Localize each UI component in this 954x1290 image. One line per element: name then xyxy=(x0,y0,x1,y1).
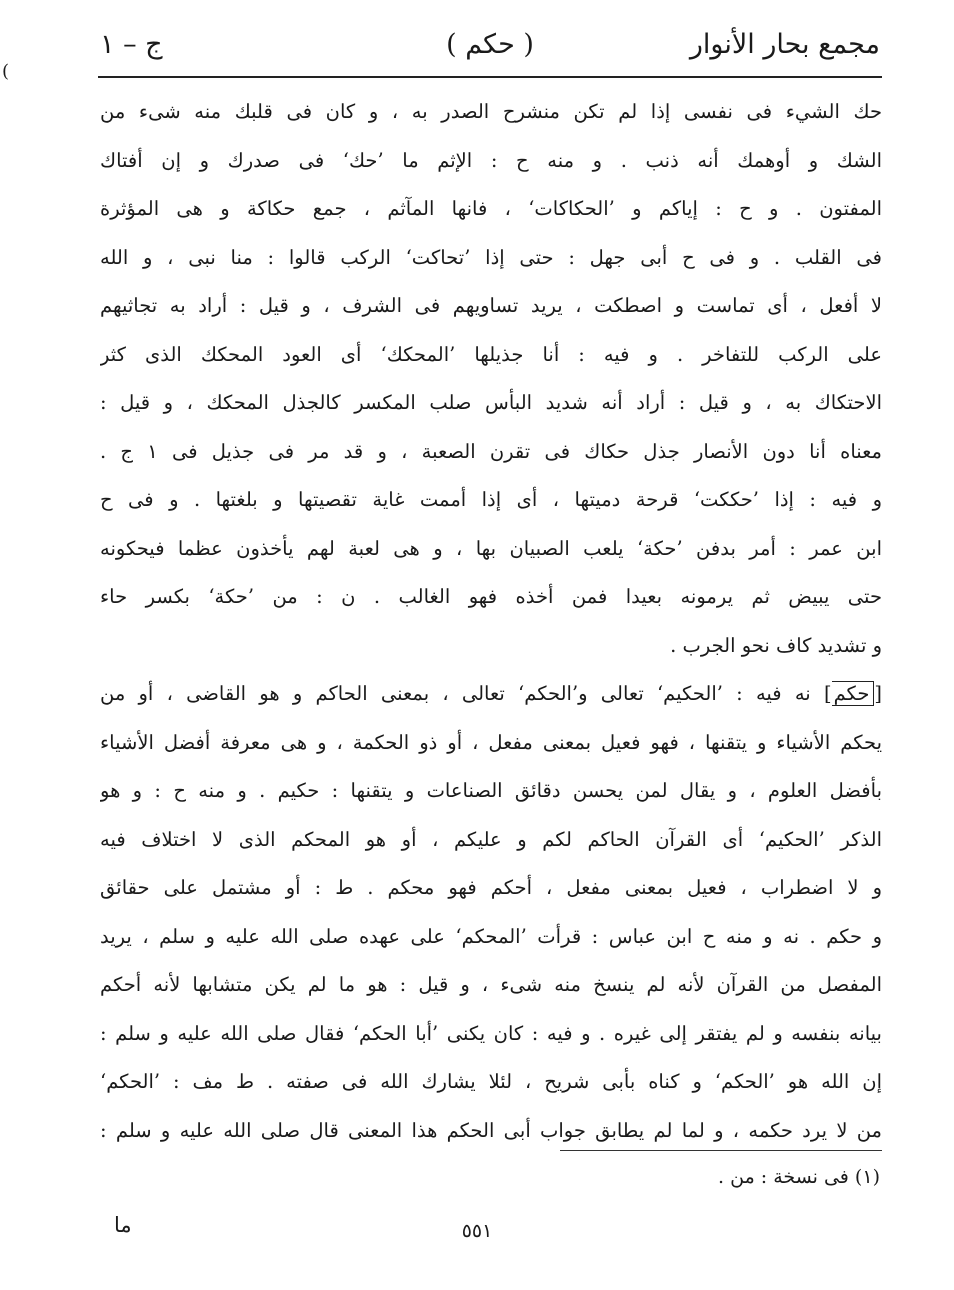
text-line-rest: نه فيه : ’الحكيم‘ تعالى و’الحكم‘ تعالى ، بمعنى الحاكم و هو القاضى ، أو من xyxy=(100,682,811,705)
text-line: يحكم الأشياء و يتقنها ، فهو فعيل بمعنى مفعل ، أو ذو الحكمة ، و هى معرفة أفضل الأشياء xyxy=(100,730,882,754)
text-line: المفصل من القرآن لأنه لم ينسخ منه شىء ، و قيل : هو ما لم يكن متشابها لأنه أحكم xyxy=(100,973,882,996)
text-line: بأفضل العلوم ، و يقال لمن يحسن دقائق الصناعات و يتقنها : حكيم . و منه ح : و هو xyxy=(100,779,882,802)
text-line: على الركب للتفاخر . و فيه : أنا جذيلها ’المحكك‘ أى العود المحكك الذى كثر xyxy=(100,342,882,366)
footnote-rule xyxy=(560,1150,882,1151)
text-line: الاحتكاك به ، و قيل : أراد أنه شديد البأس صلب المكسر كالجذل المحكك ، و قيل : xyxy=(100,391,882,414)
paragraph-hakam xyxy=(100,670,882,1155)
text-line: المفتون . و ح : إياكم و ’الحكاكات‘ ، فانها المآثم ، جمع حكاكة و هى المؤثرة xyxy=(100,197,882,220)
catchword: ما xyxy=(114,1213,132,1237)
text-line: الذكر ’الحكيم‘ أى القرآن الحاكم لكم و عليكم ، أو هو المحكم الذى لا اختلاف فيه xyxy=(100,827,882,851)
text-line: بيانه بنفسه و لم يفتقر إلى غيره . و فيه : كان يكنى ’أبا الحكم‘ فقال صلى الله عليه و سلم : xyxy=(100,1021,882,1045)
text-line: من لا يرد حكمه ، و لما لم يطابق جواب أبى الحكم هذا المعنى قال صلى الله عليه و سلم : xyxy=(100,1118,882,1142)
text-line: معناه أنا دون الأنصار جذل حكاك فى تقرن الصعبة ، و قد مر فى جذيل فى ١ ج . xyxy=(100,439,882,463)
text-line-first: [حكم] نه فيه : ’الحكيم‘ تعالى و’الحكم‘ تعالى ، بمعنى الحاكم و هو القاضى ، أو من xyxy=(100,682,882,705)
text-line: لا أفعل ، أى تماست و اصطكت ، يريد تساويهم فى الشرف ، و قيل : أراد به تجاثيهم xyxy=(100,294,882,317)
main-text xyxy=(100,88,882,1155)
text-line: حك الشيء فى نفسى إذا لم تكن منشرح الصدر به ، و كان فى قلبك منه شىء من xyxy=(100,100,882,123)
text-line: فى القلب . و فى ح أبى جهل : حتى إذا ’تحاكت‘ الركب قالوا : منا نبى ، و الله xyxy=(100,245,882,269)
text-line: إن الله هو ’الحكم‘ و كناه بأبى شريح ، لئلا يشارك الله فى صفته . ط مف : ’الحكم‘ xyxy=(100,1070,882,1093)
text-line: حتى يبيض ثم يرمونه بعيدا فمن أخذه فهو الغالب . ن : من ’حكة‘ بكسر حاء xyxy=(100,585,882,608)
entry-headword: حكم xyxy=(832,681,875,706)
page-number: ٥٥١ xyxy=(461,1220,493,1242)
text-line: و فيه : إذا ’حككت‘ قرحة دميتها ، أى إذا أممت غاية تقصيتها و بلغتها . و فى ح xyxy=(100,488,882,511)
margin-mark: ( xyxy=(2,61,10,82)
book-title: مجمع بحار الأنوار xyxy=(689,29,880,60)
entry-word-header: ( حكم ) xyxy=(446,29,534,60)
volume-label: ج – ١ xyxy=(100,29,163,60)
footnote: (١) فى نسخة : من . xyxy=(718,1166,880,1188)
text-line: الشك و أوهمك أنه ذنب . و منه ح : الإثم ما ’حك‘ فى صدرك و إن أفتاك xyxy=(100,148,882,172)
text-line: ابن عمر : أمر بدفن ’حكة‘ يلعب الصبيان بها ، و هى لعبة لهم يأخذون عظما فيحكونه xyxy=(100,536,882,560)
text-line: و لا اضطراب ، فعيل بمعنى مفعل ، أحكم فهو محكم . ط : أو مشتمل على حقائق xyxy=(100,876,882,899)
paragraph-hakk xyxy=(100,88,882,670)
text-line: و حكم . نه و منه ح ابن عباس : قرأت ’المحكم‘ على عهده صلى الله عليه و سلم ، يريد xyxy=(100,924,882,948)
text-line: و تشديد كاف نحو الجرب . xyxy=(670,633,882,657)
running-header xyxy=(100,22,880,72)
header-rule xyxy=(98,76,882,78)
